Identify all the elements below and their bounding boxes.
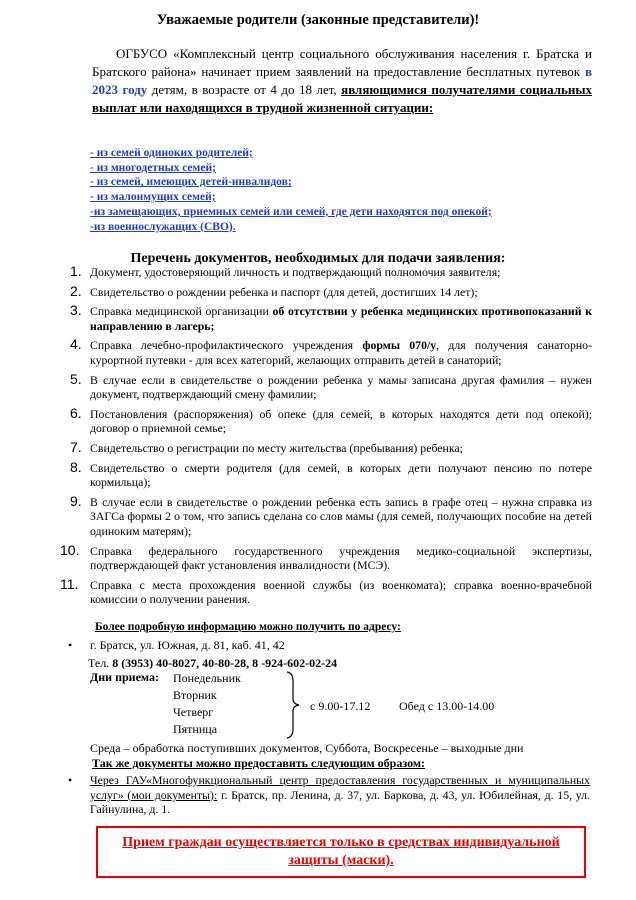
document-item (68, 265, 592, 280)
category-item: - из многодетных семей; (90, 161, 216, 174)
item-number: 11. (60, 575, 79, 592)
day-item: Понедельник (173, 671, 241, 685)
document-item (60, 575, 592, 607)
intro-part2: детям, в возрасте от 4 до 18 лет, (147, 82, 342, 97)
day-item: Вторник (173, 688, 217, 702)
item-text: Постановления (распоряжения) об опеке (для семей, в которых находятся дети под опекой); договор о приемной семье; (90, 406, 592, 436)
item-text: Свидетельство о смерти родителя (для семей, в которых дети получают пенсию по потере кормильца); (90, 460, 592, 490)
document-item (68, 304, 592, 333)
item-number: 2. (70, 282, 82, 299)
document-item (68, 338, 592, 367)
category-item: -из замещающих, приемных семей или семей, где дети находятся под опекой; (90, 205, 492, 218)
intro-emphasis: являющимися получателями социальных выплат или находящихся в трудной жизненной ситуации: (92, 82, 593, 115)
address-line (68, 638, 285, 653)
address: г. Братск, ул. Южная, д. 81, каб. 41, 42 (90, 638, 285, 652)
reception-hours: с 9.00-17.12 (310, 699, 371, 713)
category-item: -из военнослужащих (СВО). (90, 220, 236, 233)
mfc-paragraph (68, 773, 590, 817)
phone-numbers: 8 (3953) 40-8027, 40-80-28, 8 -924-602-02-24 (112, 656, 338, 670)
item-text: Свидетельство о регистрации по месту жительства (пребывания) ребенка; (90, 440, 463, 455)
intro-paragraph (92, 45, 592, 117)
page-title: Уважаемые родители (законные представители)! (156, 12, 480, 28)
item-text: Документ, удостоверяющий личность и подтверждающий полномочия заявителя; (90, 265, 501, 279)
more-info-heading: Более подробную информацию можно получить по адресу: (95, 621, 401, 633)
mfc-name: Через ГАУ«Многофункциональный центр предоставления государственных и муниципальных услуг» (мои документы): (90, 773, 590, 802)
documents-list (60, 263, 592, 612)
category-item: - из семей одиноких родителей; (90, 147, 253, 159)
item-text: Справка с места прохождения военной службы (из военкомата); справка военно-врачебной комиссии о получении ранения. (90, 577, 592, 607)
document-item (68, 438, 592, 456)
item-number: 9. (70, 492, 82, 509)
item-number: 4. (70, 336, 82, 353)
item-text: Справка лечебно-профилактического учреждения (90, 338, 363, 353)
document-item (68, 282, 592, 300)
document-item (68, 492, 592, 539)
item-number: 5. (70, 370, 82, 387)
item-number: 6. (70, 404, 82, 421)
phone-line (88, 656, 337, 671)
item-text: Справка федерального государственного учреждения медико-социальной экспертизы, подтверждающей факт установления инвалидности (МСЭ). (90, 543, 592, 573)
intro-year: в 2023 году (92, 64, 592, 97)
item-text: В случае если в свидетельстве о рождении ребенка есть запись в графе отец – нужна справка из ЗАГСа формы 2 о том, что запись сделана со слов мамы (для семей, получающих пособие на детей одиноким матерям); (90, 494, 592, 538)
item-text: Свидетельство о рождении ребенка и паспорт (для детей, достигших 14 лет); (90, 284, 478, 299)
bullet-icon: • (68, 638, 73, 652)
item-bold-text: об отсутствии у ребенка медицинских противопоказаний к направлению в лагерь; (90, 304, 592, 333)
document-item (68, 458, 592, 490)
item-text: В случае если в свидетельстве о рождении ребенка у мамы записана другая фамилия – нужен документ, подтверждающий смену фамилии; (90, 372, 592, 402)
alternative-heading: Так же документы можно предоставить следующим образом: (92, 756, 426, 770)
item-text: , для получения санаторно-курортной путевки - для всех категорий, желающих отправить детей в санаторий; (90, 338, 592, 367)
days-label: Дни приема: (90, 670, 159, 684)
day-item: Пятница (173, 722, 218, 736)
document-item (60, 541, 592, 573)
item-number: 3. (70, 302, 82, 319)
mfc-addresses: г. Братск, пр. Ленина, д. 37, ул. Баркова, д. 43, ул. Юбилейная, д. 15, ул. Гайнулина, д. 1. (90, 787, 590, 817)
item-number: 7. (70, 438, 82, 455)
item-number: 10. (60, 541, 80, 558)
mask-notice: Прием граждан осуществляется только в средствах индивидуальной защиты (маски). (96, 826, 586, 878)
schedule-note: Среда – обработка поступивших документов, Суббота, Воскресенье – выходные дни (90, 741, 524, 755)
lunch-hours: Обед с 13.00-14.00 (399, 699, 495, 713)
intro-part1: ОГБУСО «Комплексный центр социального обслуживания населения г. Братска и Братского района» начинает прием заявлений на предоставление бесплатных путевок (92, 46, 592, 79)
document-item (68, 404, 592, 436)
bullet-icon: • (68, 773, 73, 787)
category-item: - из семей, имеющих детей-инвалидов; (90, 176, 292, 189)
item-text: Справка медицинской организации (90, 304, 273, 319)
phone-label: Тел. (88, 656, 113, 670)
documents-title: Перечень документов, необходимых для подачи заявления: (130, 251, 506, 266)
item-number: 1. (70, 263, 82, 279)
document-item (68, 370, 592, 402)
reception-days (173, 670, 241, 738)
day-item: Четверг (173, 705, 214, 719)
item-bold-text: формы 070/у (362, 338, 437, 353)
item-number: 8. (70, 458, 82, 475)
brace-icon (285, 671, 301, 739)
category-item: - из малоимущих семей; (90, 191, 216, 204)
category-list (90, 146, 492, 234)
